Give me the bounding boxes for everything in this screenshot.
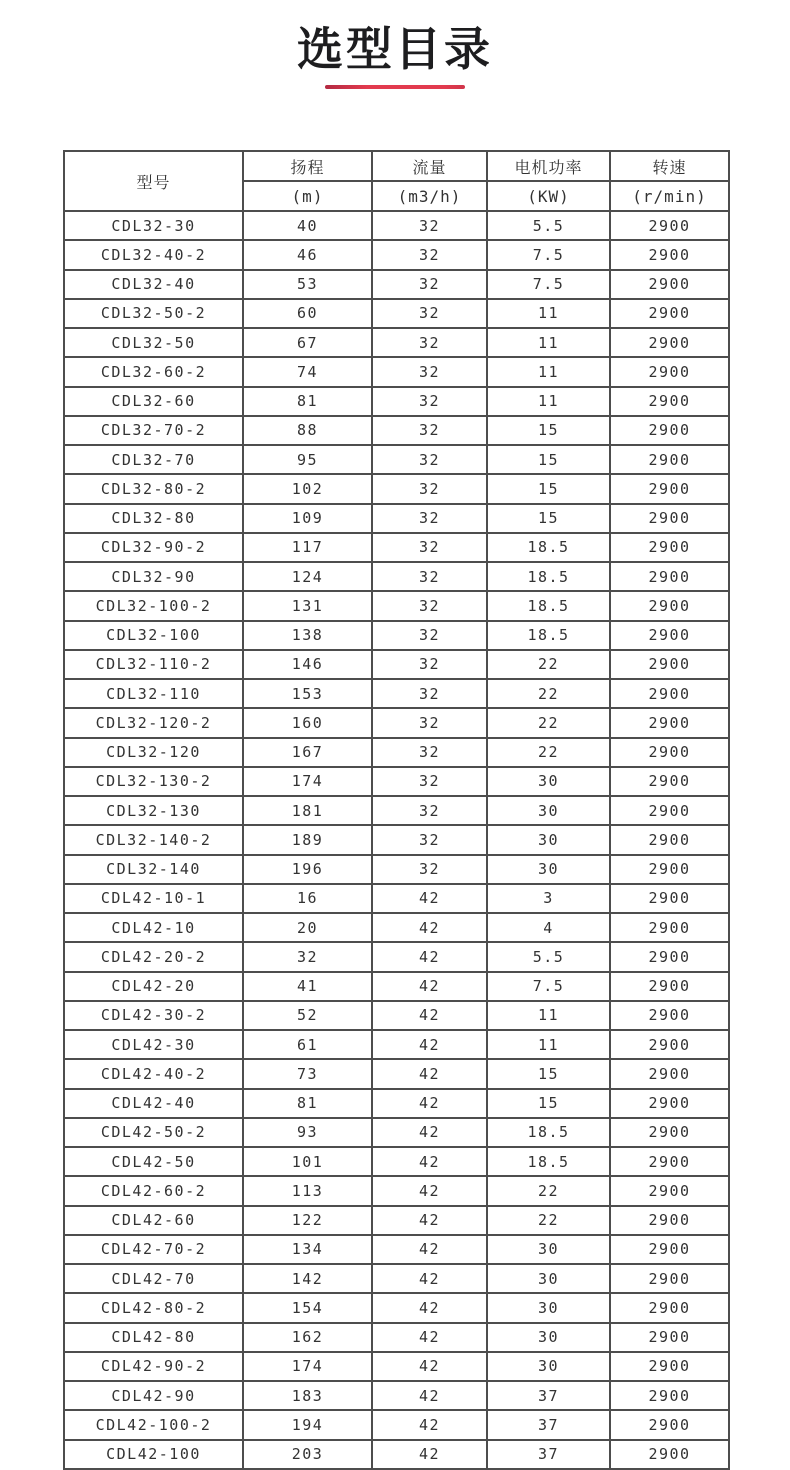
cell-head: 74 xyxy=(243,357,372,386)
cell-flow: 42 xyxy=(372,1206,487,1235)
cell-power: 22 xyxy=(487,1206,610,1235)
cell-power: 7.5 xyxy=(487,270,610,299)
cell-head: 102 xyxy=(243,474,372,503)
cell-model: CDL32-60-2 xyxy=(64,357,243,386)
column-unit-speed: (r/min) xyxy=(610,181,729,211)
cell-model: CDL42-80-2 xyxy=(64,1293,243,1322)
cell-head: 174 xyxy=(243,1352,372,1381)
table-row xyxy=(64,270,729,299)
cell-flow: 42 xyxy=(372,972,487,1001)
cell-flow: 42 xyxy=(372,1059,487,1088)
selection-catalog-table xyxy=(63,150,730,1470)
cell-flow: 32 xyxy=(372,328,487,357)
cell-head: 124 xyxy=(243,562,372,591)
cell-head: 16 xyxy=(243,884,372,913)
cell-head: 138 xyxy=(243,621,372,650)
cell-speed: 2900 xyxy=(610,299,729,328)
column-header-head: 扬程 xyxy=(243,151,372,181)
cell-flow: 32 xyxy=(372,650,487,679)
cell-model: CDL42-80 xyxy=(64,1323,243,1352)
cell-model: CDL32-100-2 xyxy=(64,591,243,620)
cell-model: CDL32-80 xyxy=(64,504,243,533)
cell-model: CDL42-70 xyxy=(64,1264,243,1293)
cell-model: CDL42-10-1 xyxy=(64,884,243,913)
column-unit-flow: (m3/h) xyxy=(372,181,487,211)
cell-flow: 42 xyxy=(372,1235,487,1264)
cell-speed: 2900 xyxy=(610,972,729,1001)
cell-flow: 42 xyxy=(372,1381,487,1410)
cell-flow: 42 xyxy=(372,884,487,913)
cell-flow: 32 xyxy=(372,211,487,240)
cell-flow: 42 xyxy=(372,942,487,971)
table-body xyxy=(64,211,729,1470)
cell-speed: 2900 xyxy=(610,504,729,533)
table-row xyxy=(64,562,729,591)
cell-model: CDL42-30-2 xyxy=(64,1001,243,1030)
column-unit-head: (m) xyxy=(243,181,372,211)
cell-power: 11 xyxy=(487,357,610,386)
table-row xyxy=(64,679,729,708)
cell-speed: 2900 xyxy=(610,387,729,416)
cell-model: CDL42-40-2 xyxy=(64,1059,243,1088)
cell-head: 109 xyxy=(243,504,372,533)
cell-speed: 2900 xyxy=(610,1410,729,1439)
cell-power: 7.5 xyxy=(487,972,610,1001)
table-row xyxy=(64,1352,729,1381)
cell-speed: 2900 xyxy=(610,211,729,240)
cell-power: 15 xyxy=(487,416,610,445)
cell-model: CDL32-80-2 xyxy=(64,474,243,503)
cell-power: 15 xyxy=(487,504,610,533)
cell-power: 30 xyxy=(487,1264,610,1293)
cell-speed: 2900 xyxy=(610,533,729,562)
cell-head: 196 xyxy=(243,855,372,884)
cell-speed: 2900 xyxy=(610,1235,729,1264)
cell-head: 61 xyxy=(243,1030,372,1059)
cell-power: 30 xyxy=(487,855,610,884)
cell-head: 162 xyxy=(243,1323,372,1352)
cell-flow: 42 xyxy=(372,1323,487,1352)
cell-speed: 2900 xyxy=(610,1147,729,1176)
cell-flow: 32 xyxy=(372,708,487,737)
table-row xyxy=(64,1235,729,1264)
cell-power: 18.5 xyxy=(487,1118,610,1147)
cell-flow: 42 xyxy=(372,1410,487,1439)
cell-speed: 2900 xyxy=(610,1440,729,1469)
cell-power: 18.5 xyxy=(487,621,610,650)
cell-head: 40 xyxy=(243,211,372,240)
page-header xyxy=(0,0,790,89)
cell-head: 81 xyxy=(243,1089,372,1118)
cell-flow: 32 xyxy=(372,796,487,825)
cell-flow: 42 xyxy=(372,1001,487,1030)
cell-head: 101 xyxy=(243,1147,372,1176)
cell-model: CDL42-60 xyxy=(64,1206,243,1235)
cell-power: 18.5 xyxy=(487,591,610,620)
cell-power: 30 xyxy=(487,796,610,825)
cell-flow: 32 xyxy=(372,240,487,269)
table-row xyxy=(64,1001,729,1030)
table-row xyxy=(64,416,729,445)
cell-flow: 32 xyxy=(372,474,487,503)
cell-model: CDL32-120-2 xyxy=(64,708,243,737)
cell-flow: 42 xyxy=(372,1293,487,1322)
cell-model: CDL32-50-2 xyxy=(64,299,243,328)
cell-speed: 2900 xyxy=(610,679,729,708)
cell-head: 60 xyxy=(243,299,372,328)
cell-flow: 32 xyxy=(372,445,487,474)
cell-speed: 2900 xyxy=(610,562,729,591)
cell-model: CDL42-20-2 xyxy=(64,942,243,971)
cell-model: CDL32-90 xyxy=(64,562,243,591)
cell-power: 3 xyxy=(487,884,610,913)
table-row xyxy=(64,1147,729,1176)
cell-flow: 42 xyxy=(372,1089,487,1118)
cell-power: 5.5 xyxy=(487,211,610,240)
cell-speed: 2900 xyxy=(610,1352,729,1381)
page-title: 选型目录 xyxy=(297,22,493,76)
cell-head: 153 xyxy=(243,679,372,708)
table-row xyxy=(64,942,729,971)
column-header-speed: 转速 xyxy=(610,151,729,181)
table-row xyxy=(64,825,729,854)
cell-head: 183 xyxy=(243,1381,372,1410)
cell-speed: 2900 xyxy=(610,1176,729,1205)
table-row xyxy=(64,299,729,328)
table-row xyxy=(64,357,729,386)
cell-speed: 2900 xyxy=(610,1264,729,1293)
cell-power: 11 xyxy=(487,328,610,357)
cell-head: 67 xyxy=(243,328,372,357)
cell-head: 189 xyxy=(243,825,372,854)
cell-speed: 2900 xyxy=(610,738,729,767)
cell-flow: 32 xyxy=(372,357,487,386)
cell-model: CDL42-10 xyxy=(64,913,243,942)
table-row xyxy=(64,504,729,533)
cell-flow: 32 xyxy=(372,621,487,650)
column-header-power: 电机功率 xyxy=(487,151,610,181)
cell-power: 11 xyxy=(487,299,610,328)
cell-model: CDL32-130-2 xyxy=(64,767,243,796)
cell-speed: 2900 xyxy=(610,855,729,884)
header-row-names xyxy=(64,151,729,181)
cell-head: 122 xyxy=(243,1206,372,1235)
table-row xyxy=(64,621,729,650)
cell-flow: 32 xyxy=(372,504,487,533)
cell-power: 5.5 xyxy=(487,942,610,971)
cell-head: 117 xyxy=(243,533,372,562)
cell-flow: 32 xyxy=(372,299,487,328)
cell-power: 11 xyxy=(487,1001,610,1030)
cell-model: CDL32-90-2 xyxy=(64,533,243,562)
table-row xyxy=(64,240,729,269)
title-underline-decoration xyxy=(325,85,465,89)
cell-power: 30 xyxy=(487,1352,610,1381)
table-header xyxy=(64,151,729,211)
cell-speed: 2900 xyxy=(610,416,729,445)
cell-power: 30 xyxy=(487,1323,610,1352)
cell-power: 22 xyxy=(487,650,610,679)
cell-model: CDL42-40 xyxy=(64,1089,243,1118)
table-row xyxy=(64,474,729,503)
cell-power: 30 xyxy=(487,825,610,854)
cell-head: 194 xyxy=(243,1410,372,1439)
cell-model: CDL42-30 xyxy=(64,1030,243,1059)
cell-speed: 2900 xyxy=(610,591,729,620)
cell-head: 73 xyxy=(243,1059,372,1088)
table-row xyxy=(64,855,729,884)
cell-speed: 2900 xyxy=(610,1323,729,1352)
cell-speed: 2900 xyxy=(610,708,729,737)
cell-flow: 42 xyxy=(372,1176,487,1205)
cell-model: CDL42-100 xyxy=(64,1440,243,1469)
table-row xyxy=(64,1323,729,1352)
cell-speed: 2900 xyxy=(610,884,729,913)
cell-model: CDL42-100-2 xyxy=(64,1410,243,1439)
table-row xyxy=(64,445,729,474)
cell-speed: 2900 xyxy=(610,1118,729,1147)
cell-flow: 32 xyxy=(372,767,487,796)
cell-head: 134 xyxy=(243,1235,372,1264)
cell-speed: 2900 xyxy=(610,825,729,854)
cell-flow: 42 xyxy=(372,1264,487,1293)
cell-head: 146 xyxy=(243,650,372,679)
table-row xyxy=(64,884,729,913)
table-row xyxy=(64,1440,729,1469)
cell-speed: 2900 xyxy=(610,621,729,650)
cell-power: 15 xyxy=(487,1059,610,1088)
cell-flow: 32 xyxy=(372,855,487,884)
cell-power: 15 xyxy=(487,474,610,503)
cell-power: 18.5 xyxy=(487,562,610,591)
cell-speed: 2900 xyxy=(610,474,729,503)
cell-model: CDL42-50 xyxy=(64,1147,243,1176)
cell-speed: 2900 xyxy=(610,357,729,386)
cell-model: CDL32-30 xyxy=(64,211,243,240)
cell-head: 142 xyxy=(243,1264,372,1293)
table-row xyxy=(64,972,729,1001)
cell-model: CDL32-40 xyxy=(64,270,243,299)
cell-model: CDL32-110 xyxy=(64,679,243,708)
cell-model: CDL32-130 xyxy=(64,796,243,825)
cell-power: 30 xyxy=(487,1235,610,1264)
cell-model: CDL42-90-2 xyxy=(64,1352,243,1381)
cell-head: 181 xyxy=(243,796,372,825)
cell-flow: 42 xyxy=(372,1118,487,1147)
cell-model: CDL32-140 xyxy=(64,855,243,884)
column-unit-power: (KW) xyxy=(487,181,610,211)
cell-model: CDL32-100 xyxy=(64,621,243,650)
cell-head: 113 xyxy=(243,1176,372,1205)
cell-speed: 2900 xyxy=(610,1206,729,1235)
column-header-model: 型号 xyxy=(64,151,243,211)
cell-flow: 32 xyxy=(372,738,487,767)
cell-speed: 2900 xyxy=(610,1089,729,1118)
cell-power: 11 xyxy=(487,387,610,416)
cell-speed: 2900 xyxy=(610,1059,729,1088)
cell-power: 37 xyxy=(487,1410,610,1439)
cell-speed: 2900 xyxy=(610,913,729,942)
cell-flow: 32 xyxy=(372,387,487,416)
cell-model: CDL32-140-2 xyxy=(64,825,243,854)
cell-flow: 32 xyxy=(372,270,487,299)
cell-speed: 2900 xyxy=(610,942,729,971)
cell-power: 18.5 xyxy=(487,533,610,562)
cell-head: 81 xyxy=(243,387,372,416)
cell-power: 22 xyxy=(487,738,610,767)
cell-model: CDL32-110-2 xyxy=(64,650,243,679)
cell-model: CDL32-60 xyxy=(64,387,243,416)
table-row xyxy=(64,650,729,679)
table-row xyxy=(64,1030,729,1059)
cell-flow: 42 xyxy=(372,913,487,942)
cell-flow: 32 xyxy=(372,562,487,591)
cell-head: 41 xyxy=(243,972,372,1001)
table-row xyxy=(64,591,729,620)
table-row xyxy=(64,1059,729,1088)
cell-power: 22 xyxy=(487,679,610,708)
cell-head: 52 xyxy=(243,1001,372,1030)
table-row xyxy=(64,708,729,737)
cell-power: 7.5 xyxy=(487,240,610,269)
table-row xyxy=(64,1264,729,1293)
table-row xyxy=(64,1410,729,1439)
table-row xyxy=(64,1118,729,1147)
cell-power: 15 xyxy=(487,1089,610,1118)
table-row xyxy=(64,796,729,825)
cell-head: 131 xyxy=(243,591,372,620)
cell-power: 22 xyxy=(487,1176,610,1205)
cell-flow: 32 xyxy=(372,679,487,708)
cell-model: CDL42-50-2 xyxy=(64,1118,243,1147)
cell-head: 93 xyxy=(243,1118,372,1147)
cell-model: CDL42-70-2 xyxy=(64,1235,243,1264)
table-row xyxy=(64,328,729,357)
table-row xyxy=(64,738,729,767)
cell-model: CDL32-120 xyxy=(64,738,243,767)
cell-flow: 42 xyxy=(372,1352,487,1381)
cell-head: 46 xyxy=(243,240,372,269)
cell-speed: 2900 xyxy=(610,328,729,357)
cell-head: 174 xyxy=(243,767,372,796)
table-row xyxy=(64,1381,729,1410)
cell-speed: 2900 xyxy=(610,767,729,796)
cell-model: CDL32-70 xyxy=(64,445,243,474)
cell-head: 32 xyxy=(243,942,372,971)
cell-model: CDL32-40-2 xyxy=(64,240,243,269)
table-row xyxy=(64,767,729,796)
cell-speed: 2900 xyxy=(610,1001,729,1030)
cell-speed: 2900 xyxy=(610,650,729,679)
cell-head: 154 xyxy=(243,1293,372,1322)
cell-model: CDL42-20 xyxy=(64,972,243,1001)
cell-head: 167 xyxy=(243,738,372,767)
table-row xyxy=(64,1206,729,1235)
cell-flow: 32 xyxy=(372,591,487,620)
cell-speed: 2900 xyxy=(610,270,729,299)
column-header-flow: 流量 xyxy=(372,151,487,181)
cell-power: 37 xyxy=(487,1381,610,1410)
cell-model: CDL32-50 xyxy=(64,328,243,357)
cell-power: 30 xyxy=(487,1293,610,1322)
cell-flow: 42 xyxy=(372,1030,487,1059)
cell-power: 15 xyxy=(487,445,610,474)
cell-speed: 2900 xyxy=(610,445,729,474)
cell-flow: 42 xyxy=(372,1440,487,1469)
table-row xyxy=(64,1176,729,1205)
cell-model: CDL42-90 xyxy=(64,1381,243,1410)
cell-model: CDL42-60-2 xyxy=(64,1176,243,1205)
cell-power: 11 xyxy=(487,1030,610,1059)
cell-power: 22 xyxy=(487,708,610,737)
cell-flow: 42 xyxy=(372,1147,487,1176)
cell-head: 88 xyxy=(243,416,372,445)
cell-head: 203 xyxy=(243,1440,372,1469)
cell-speed: 2900 xyxy=(610,1381,729,1410)
cell-head: 95 xyxy=(243,445,372,474)
table-row xyxy=(64,533,729,562)
cell-speed: 2900 xyxy=(610,796,729,825)
cell-speed: 2900 xyxy=(610,1030,729,1059)
cell-speed: 2900 xyxy=(610,240,729,269)
cell-speed: 2900 xyxy=(610,1293,729,1322)
cell-power: 4 xyxy=(487,913,610,942)
cell-power: 37 xyxy=(487,1440,610,1469)
cell-power: 30 xyxy=(487,767,610,796)
cell-head: 20 xyxy=(243,913,372,942)
cell-model: CDL32-70-2 xyxy=(64,416,243,445)
cell-head: 53 xyxy=(243,270,372,299)
table-row xyxy=(64,1293,729,1322)
table-row xyxy=(64,211,729,240)
cell-head: 160 xyxy=(243,708,372,737)
cell-flow: 32 xyxy=(372,825,487,854)
table-row xyxy=(64,387,729,416)
cell-flow: 32 xyxy=(372,533,487,562)
table-row xyxy=(64,1089,729,1118)
table-row xyxy=(64,913,729,942)
cell-power: 18.5 xyxy=(487,1147,610,1176)
cell-flow: 32 xyxy=(372,416,487,445)
